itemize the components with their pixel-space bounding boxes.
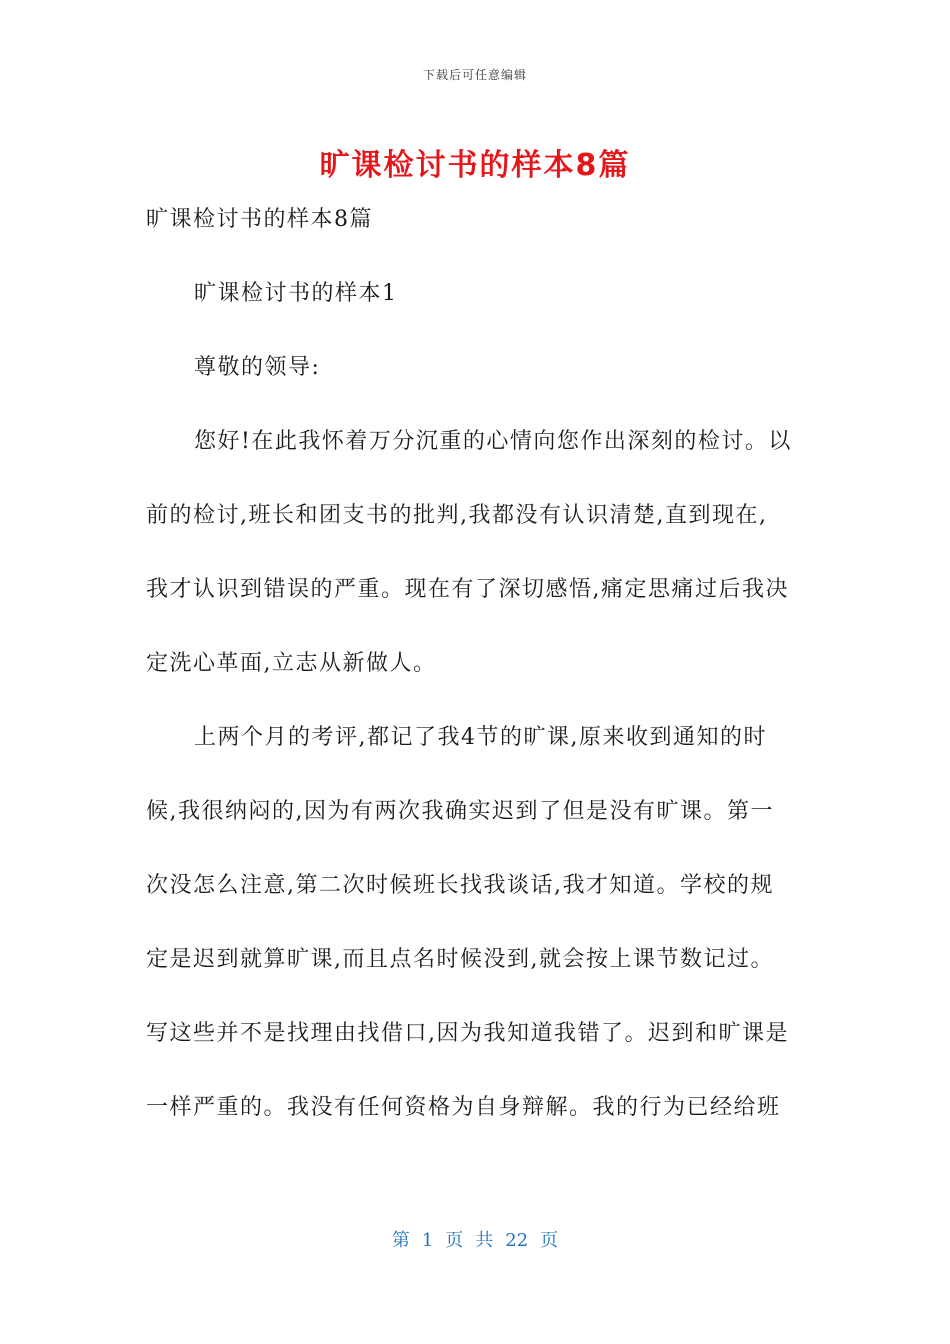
body-line-11: 定是迟到就算旷课,而且点名时候没到,就会按上课节数记过。 — [146, 947, 774, 972]
body-line-9: 候,我很纳闷的,因为有两次我确实迟到了但是没有旷课。第一 — [146, 799, 774, 824]
page-header-note: 下载后可任意编辑 — [422, 68, 527, 82]
document-body — [146, 196, 810, 1158]
body-line-7: 定洗心革面,立志从新做人。 — [146, 651, 437, 676]
document-title: 旷课检讨书的样本8篇 — [319, 148, 631, 183]
footer-current-page: 1 — [421, 1230, 434, 1251]
body-line-1: 旷课检讨书的样本8篇 — [146, 207, 373, 232]
body-line-12: 写这些并不是找理由找借口,因为我知道我错了。迟到和旷课是 — [146, 1021, 789, 1046]
body-line-6: 我才认识到错误的严重。现在有了深切感悟,痛定思痛过后我决 — [146, 577, 789, 602]
page-footer — [0, 1226, 950, 1252]
footer-suffix: 页 — [540, 1230, 559, 1251]
body-line-3: 尊敬的领导: — [194, 355, 321, 380]
footer-prefix: 第 — [391, 1230, 410, 1251]
footer-page-word: 页 — [445, 1230, 464, 1251]
body-line-5: 前的检讨,班长和团支书的批判,我都没有认识清楚,直到现在, — [146, 503, 768, 528]
body-line-8: 上两个月的考评,都记了我4节的旷课,原来收到通知的时 — [194, 725, 767, 750]
footer-total-pages: 22 — [505, 1230, 529, 1251]
body-line-10: 次没怎么注意,第二次时候班长找我谈话,我才知道。学校的规 — [146, 873, 774, 898]
body-line-13: 一样严重的。我没有任何资格为自身辩解。我的行为已经给班 — [146, 1095, 781, 1120]
footer-total-word: 共 — [475, 1230, 494, 1251]
body-line-2: 旷课检讨书的样本1 — [194, 281, 398, 306]
body-line-4: 您好!在此我怀着万分沉重的心情向您作出深刻的检讨。以 — [194, 429, 792, 454]
